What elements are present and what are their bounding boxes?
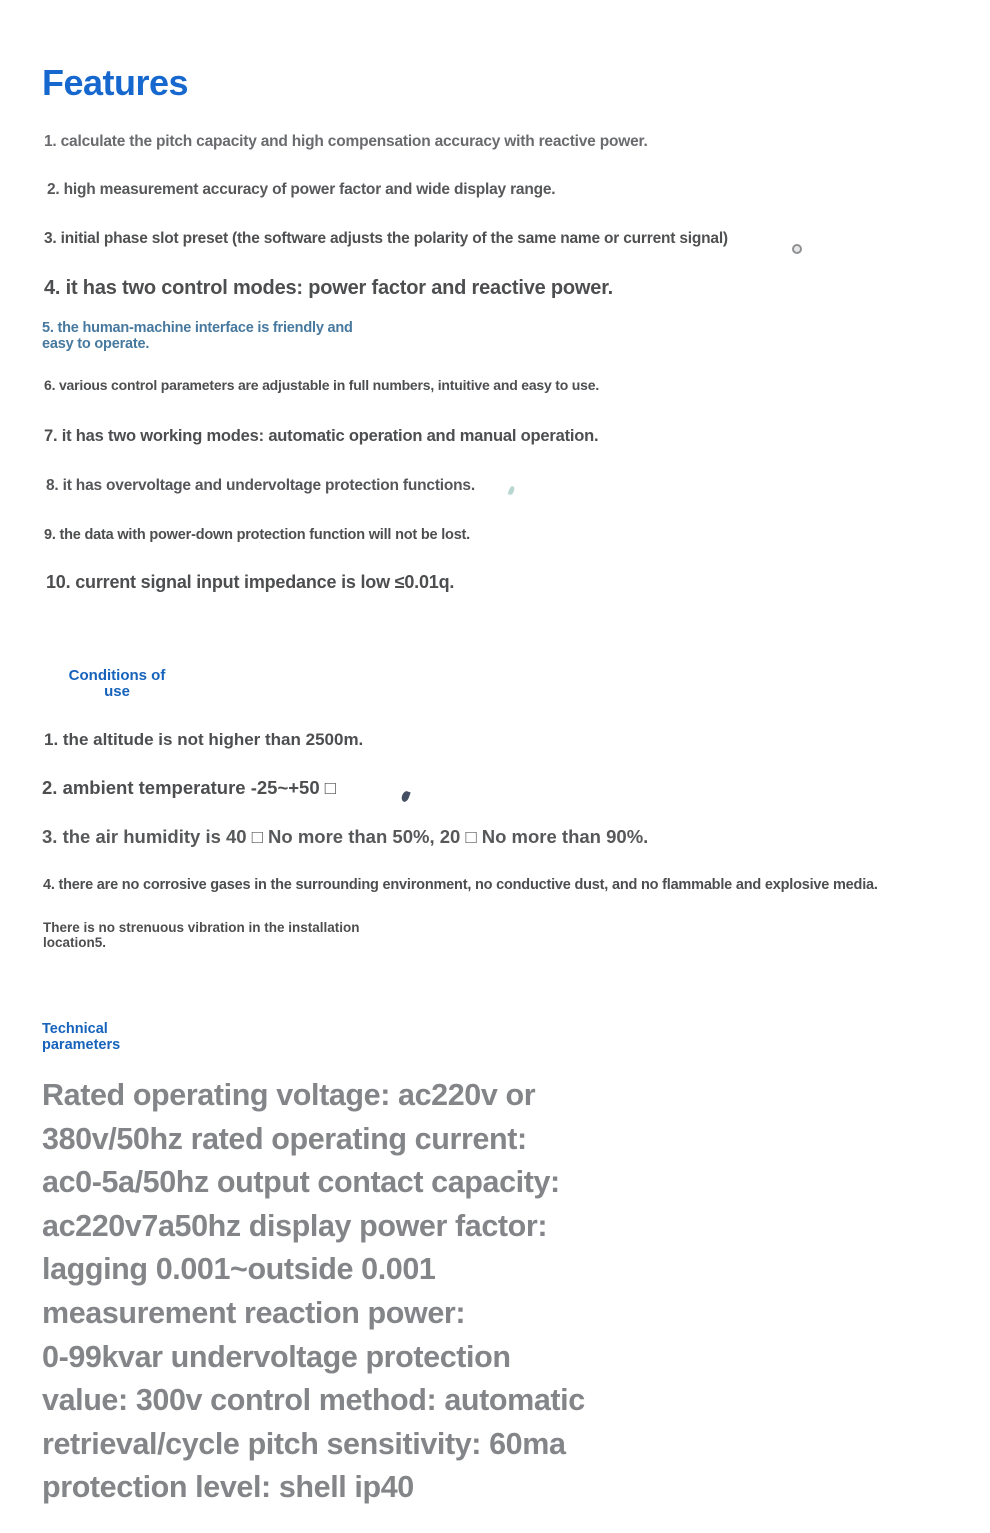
feature-item-5 (42, 320, 353, 352)
condition-item-4: 4. there are no corrosive gases in the surrounding environment, no conductive dust, and no flammable and explosive media. (43, 877, 878, 893)
technical-parameters-heading (42, 1022, 120, 1053)
tech-line-9: retrieval/cycle pitch sensitivity: 60ma (42, 1426, 566, 1461)
condition-item-1: 1. the altitude is not higher than 2500m. (44, 730, 364, 749)
tech-line-3: ac0-5a/50hz output contact capacity: (42, 1165, 560, 1200)
condition-note-line-2: location5. (43, 934, 107, 950)
condition-item-2: 2. ambient temperature -25~+50 □ (42, 777, 336, 798)
feature-item-10: 10. current signal input impedance is low ≤0.01q. (46, 572, 455, 592)
tech-line-2: 380v/50hz rated operating current: (42, 1121, 527, 1156)
feature-item-8: 8. it has overvoltage and undervoltage protection functions. (46, 477, 475, 494)
feature-item-7: 7. it has two working modes: automatic operation and manual operation. (44, 427, 599, 445)
feature-item-6: 6. various control parameters are adjustable in full numbers, intuitive and easy to use. (44, 377, 600, 393)
condition-item-3: 3. the air humidity is 40 □ No more than 50%, 20 □ No more than 90%. (42, 826, 649, 847)
cursor-mark-artifact (400, 790, 410, 803)
tech-line-4: ac220v7a50hz display power factor: (42, 1208, 548, 1243)
tech-line-8: value: 300v control method: automatic (42, 1383, 585, 1418)
tech-line-7: 0-99kvar undervoltage protection (42, 1339, 511, 1374)
feature-item-1: 1. calculate the pitch capacity and high compensation accuracy with reactive power. (44, 133, 648, 150)
tech-line-6: measurement reaction power: (42, 1295, 466, 1330)
technical-heading-line-2: parameters (42, 1036, 121, 1053)
tech-line-5: lagging 0.001~outside 0.001 (42, 1252, 436, 1287)
ring-dot-artifact (792, 244, 802, 254)
tech-line-10: protection level: shell ip40 (42, 1470, 414, 1505)
technical-heading-line-1: Technical (42, 1021, 108, 1037)
feature-item-5-line-1: 5. the human-machine interface is friendly and (42, 320, 353, 336)
tech-line-1: Rated operating voltage: ac220v or (42, 1078, 536, 1112)
conditions-of-use-heading (57, 668, 177, 699)
condition-item-5-note (43, 921, 360, 950)
features-heading: Features (42, 62, 189, 103)
teal-tick-artifact (508, 485, 516, 495)
feature-item-2: 2. high measurement accuracy of power factor and wide display range. (47, 181, 556, 198)
feature-item-4: 4. it has two control modes: power factor and reactive power. (44, 277, 614, 299)
conditions-heading-line-2: use (104, 682, 130, 700)
technical-parameters-body (42, 1074, 585, 1510)
condition-note-line-1: There is no strenuous vibration in the installation (43, 920, 360, 935)
feature-item-3: 3. initial phase slot preset (the software adjusts the polarity of the same name or current signal) (44, 230, 728, 247)
feature-item-5-line-2: easy to operate. (42, 336, 150, 352)
feature-item-9: 9. the data with power-down protection function will not be lost. (44, 527, 471, 543)
conditions-heading-line-1: Conditions of (68, 667, 166, 684)
